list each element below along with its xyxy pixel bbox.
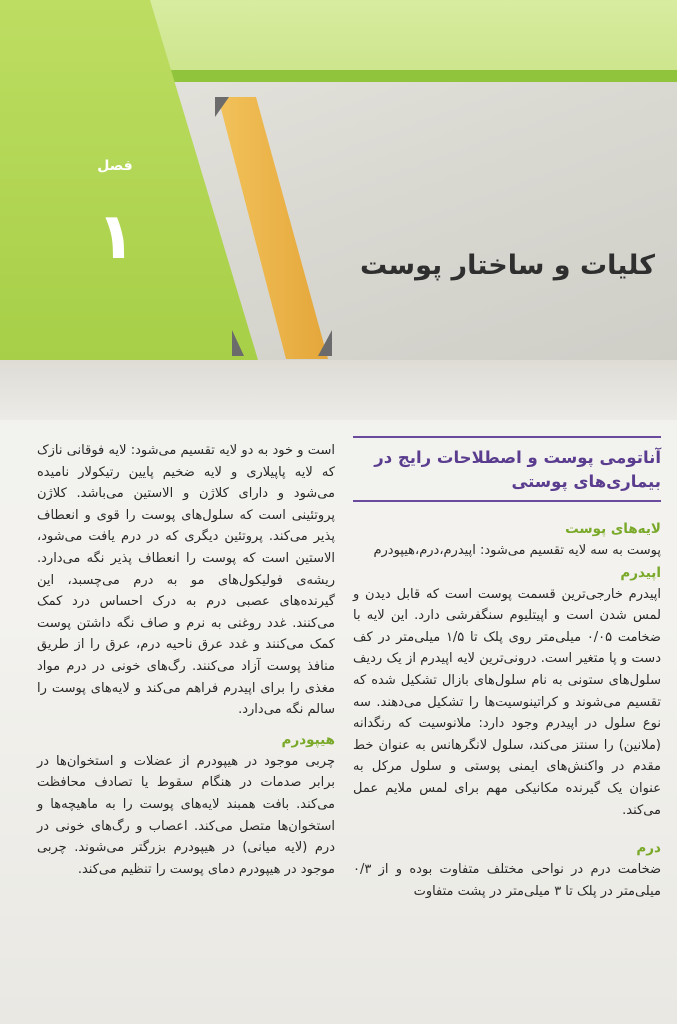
chapter-title: کلیات و ساختار پوست	[359, 250, 655, 281]
hypodermis-paragraph: چربی موجود در هیپودرم از عضلات و استخوان‌ها در برابر صدمات در هنگام سقوط یا تصادف محافظت می‌کند. بافت همبند لایه‌های پوست را به ماهیچه‌ها و استخوان‌ها متصل می‌کند. اعصاب و رگ‌های خونی در درم (لایه میانی) در هیپودرم بزرگتر می‌شوند. چربی موجود در هیپودرم دمای پوست را تنظیم می‌کند.	[37, 753, 335, 877]
decorative-triangle-bottom-right	[318, 330, 332, 356]
dermis-continued-paragraph: است و خود به دو لایه تقسیم می‌شود: لایه فوقانی نازک که لایه پاپیلاری و لایه ضخیم پایین رتیکولار نامیده می‌شود و دارای کلاژن و الاستین می‌باشد. کلاژن پروتئینی است که سلول‌های پوست را قوی و انعطاف پذیر می‌کند. پروتئین دیگری که در درم یافت می‌شود، الاستین است که پوست را انعطاف پذیر نگه می‌دارد. ریشه‌ی فولیکول‌های مو به درم می‌چسبد، این گیرنده‌های عصبی درم به درک احساس درد کمک می‌کنند. غدد روغنی به نرم و صاف نگه داشتن پوست کمک می‌کنند و غدد عرق ناحیه درم، عرق را از طریق منافذ پوست آزاد می‌کنند. رگ‌های خونی در درم مواد مغذی را برای اپیدرم فراهم می‌کند و لایه‌های پوست را سالم نگه می‌دارد.	[37, 443, 335, 718]
section-title: آناتومی پوست و اصطلاحات رایج در بیماری‌های پوستی	[353, 446, 661, 502]
epidermis-paragraph: اپیدرم خارجی‌ترین قسمت پوست است که قابل دیدن و لمس شدن است و اپیتلیوم سنگفرشی دارد. این لایه با ضخامت ۰/۰۵ میلی‌متر روی پلک تا ۱/۵ میلی‌متر در کف دست و پا متغیر است. درونی‌ترین لایه اپیدرم از یک ردیف سلول‌های ستونی به نام سلول‌های بازال تشکیل شده که تقسیم می‌شوند و کراتینوسیت‌ها را تشکیل می‌دهند. سه نوع سلول در اپیدرم وجود دارد: ملانوسیت که رنگدانه (ملانین) را سنتز می‌کند، سلول لانگرهانس به عنوان خط مقدم در واکنش‌های ایمنی پوستی و سلول مرکل به عنوان یک گیرنده مکانیکی مهم برای لمس ملایم عمل می‌کند.	[353, 586, 661, 818]
header-green-line	[165, 70, 677, 82]
dermis-paragraph: ضخامت درم در نواحی مختلف متفاوت بوده و از ۰/۳ میلی‌متر در پلک تا ۳ میلی‌متر در پشت متفاوت	[353, 862, 661, 899]
decorative-triangle-bottom-left	[232, 330, 244, 356]
chapter-number: ۱	[96, 200, 136, 274]
hypodermis-heading: هیپودرم	[281, 731, 335, 748]
header-photo-fade	[0, 360, 677, 420]
left-text-column	[37, 440, 335, 880]
skin-layers-paragraph: پوست به سه لایه تقسیم می‌شود: اپیدرم،درم،هیپودرم	[373, 543, 661, 558]
decorative-triangle-top	[215, 97, 229, 117]
chapter-label: فصل	[97, 158, 133, 174]
dermis-heading: درم	[636, 840, 661, 857]
section-top-rule	[353, 436, 661, 438]
skin-layers-heading: لایه‌های پوست	[565, 521, 661, 537]
right-text-column	[353, 436, 661, 902]
epidermis-heading: اپیدرم	[620, 564, 661, 581]
